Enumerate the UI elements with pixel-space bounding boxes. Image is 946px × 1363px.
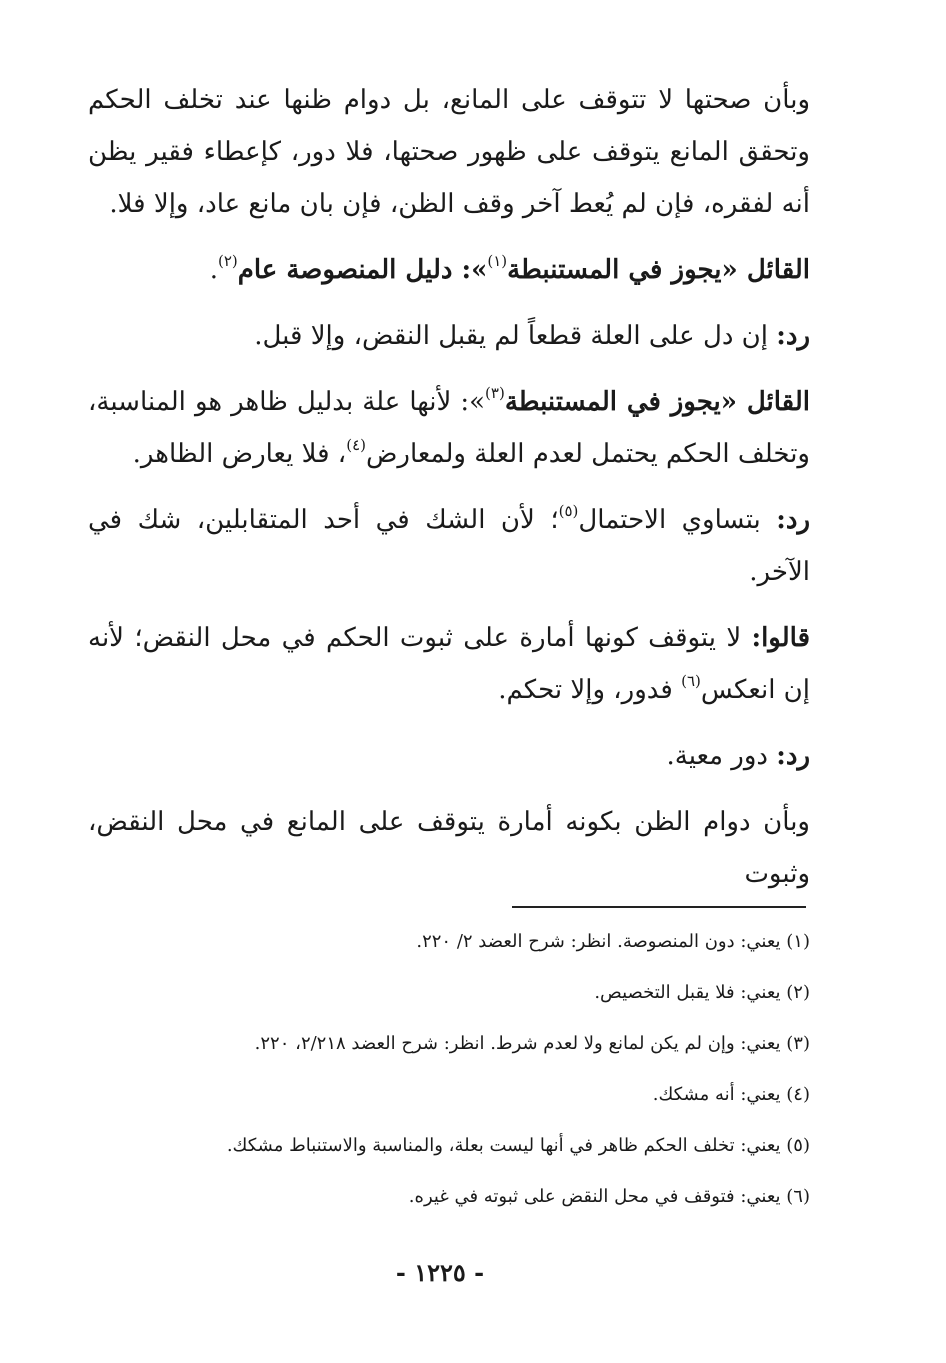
footnote-item: (٦) يعني: فتوقف في محل النقض على ثبوته في غيره. [408, 1186, 810, 1207]
reply-label: رد: [776, 505, 810, 535]
footnote-item: (٣) يعني: وإن لم يكن لمانع ولا لعدم شرط. انظر: شرح العضد ٢/٢١٨، ٢٢٠. [254, 1033, 810, 1054]
paragraph-8 [88, 796, 810, 900]
paragraph-text: لا يتوقف كونها أمارة على ثبوت الحكم في محل النقض؛ لأنه إن انعكس [88, 623, 810, 705]
paragraph-text: دور معية. [666, 741, 777, 771]
footnote-ref: (٤) [346, 436, 366, 454]
footnotes [120, 922, 810, 1228]
paragraph-text: وبأن صحتها لا تتوقف على المانع، بل دوام ظنها عند تخلف الحكم وتحقق المانع يتوقف على ظهور صحتها، فلا دور، كإعطاء فقير يظن أنه لفقره، فإن لم يُعط آخر وقف الظن، فإن بان مانع عاد، وإلا فلا. [88, 85, 810, 219]
footnote-ref: (١) [487, 252, 508, 270]
page-number: - ١٢٢٥ - [395, 1258, 485, 1287]
paragraph-text: وبأن دوام الظن بكونه أمارة يتوقف على المانع في محل النقض، وثبوت [88, 807, 810, 889]
footnote-ref: (٦) [681, 672, 701, 690]
paragraph-text: إن دل على العلة قطعاً لم يقبل النقض، وإلا قبل. [254, 321, 777, 351]
paragraph-1 [88, 74, 810, 230]
footnote-item: (٤) يعني: أنه مشكك. [652, 1084, 810, 1105]
paragraph-6 [88, 612, 810, 716]
paragraph-5 [88, 494, 810, 598]
speaker-label: قالوا: [751, 623, 810, 653]
footnote-separator [512, 906, 806, 908]
reply-label: رد: [776, 321, 810, 351]
speaker-label: القائل «يجوز في المستنبطة [507, 255, 810, 285]
reply-label: رد: [776, 741, 810, 771]
paragraph-tail: فدور، وإلا تحكم. [498, 675, 682, 705]
footnote-ref: (٥) [558, 502, 579, 520]
speaker-label: القائل «يجوز في المستنبطة [504, 387, 810, 417]
main-text [88, 74, 810, 914]
paragraph-4 [88, 376, 810, 480]
paragraph-text: بتساوي الاحتمال [578, 505, 777, 535]
footnote-ref: (٢) [218, 252, 238, 270]
footnote-item: (١) يعني: دون المنصوصة. انظر: شرح العضد ٢/ ٢٢٠. [416, 931, 810, 952]
paragraph-3 [88, 310, 810, 362]
paragraph-tail: ، فلا يعارض الظاهر. [132, 439, 347, 469]
paragraph-tail: ؛ لأن الشك في أحد المتقابلين، شك في الآخر. [88, 505, 810, 587]
paragraph-7 [88, 730, 810, 782]
footnote-ref: (٣) [485, 384, 505, 402]
paragraph-text: »: دليل المنصوصة عام [237, 255, 488, 285]
footnote-item: (٢) يعني: فلا يقبل التخصيص. [594, 982, 810, 1003]
paragraph-text: »: لأنها علة بدليل ظاهر هو المناسبة، وتخلف الحكم يحتمل لعدم العلة ولمعارض [88, 387, 810, 469]
paragraph-2 [88, 244, 810, 296]
footnote-item: (٥) يعني: تخلف الحكم ظاهر في أنها ليست بعلة، والمناسبة والاستنباط مشكك. [226, 1135, 810, 1156]
paragraph-tail: . [209, 255, 218, 285]
